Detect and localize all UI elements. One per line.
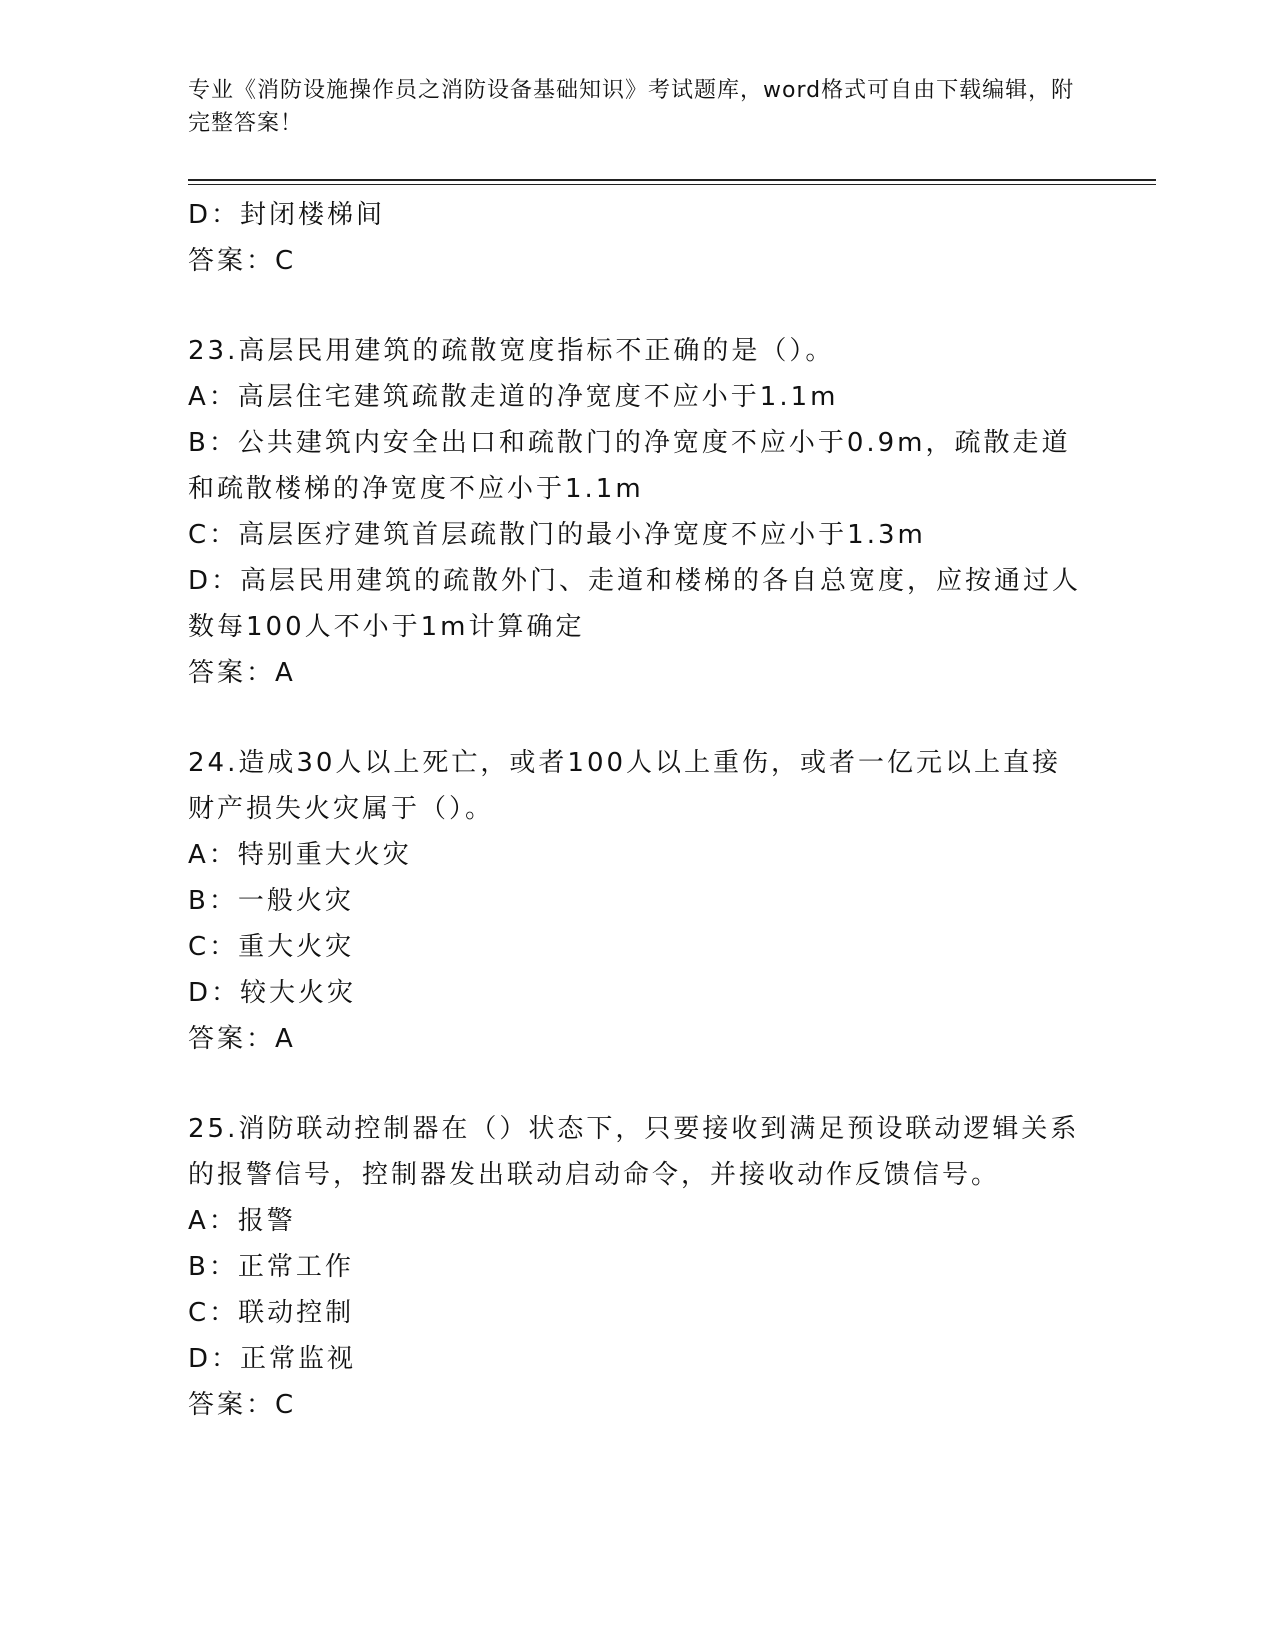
header-divider — [188, 179, 1156, 181]
spacer — [188, 696, 1088, 740]
spacer — [188, 1062, 1088, 1106]
q25-option-b: B：正常工作 — [188, 1252, 354, 1282]
q24-option-c: C：重大火灾 — [188, 932, 355, 962]
q23-option-a: A：高层住宅建筑疏散走道的净宽度不应小于1.1m — [188, 382, 839, 412]
q25-option-d: D：正常监视 — [188, 1344, 357, 1374]
page-header: 专业《消防设施操作员之消防设备基础知识》考试题库，word格式可自由下载编辑，附完整答案！ — [188, 78, 1075, 136]
question-content — [188, 192, 1088, 1428]
prev-answer: 答案：C — [188, 246, 297, 276]
q23-question: 23.高层民用建筑的疏散宽度指标不正确的是（）。 — [188, 336, 835, 366]
q25-question: 25.消防联动控制器在（）状态下，只要接收到满足预设联动逻辑关系的报警信号，控制器发出联动启动命令，并接收动作反馈信号。 — [188, 1114, 1080, 1190]
header-divider-thin — [188, 184, 1156, 185]
q23-option-c: C：高层医疗建筑首层疏散门的最小净宽度不应小于1.3m — [188, 520, 926, 550]
q25-option-c: C：联动控制 — [188, 1298, 355, 1328]
q25-option-a: A：报警 — [188, 1206, 296, 1236]
q24-answer: 答案：A — [188, 1024, 296, 1054]
q23-answer: 答案：A — [188, 658, 296, 688]
q24-option-d: D：较大火灾 — [188, 978, 357, 1008]
prev-option-d: D：封闭楼梯间 — [188, 200, 386, 230]
q25-answer: 答案：C — [188, 1390, 297, 1420]
q24-option-a: A：特别重大火灾 — [188, 840, 412, 870]
q23-option-d: D：高层民用建筑的疏散外门、走道和楼梯的各自总宽度，应按通过人数每100人不小于1m计算确定 — [188, 566, 1082, 642]
q24-question: 24.造成30人以上死亡，或者100人以上重伤，或者一亿元以上直接财产损失火灾属于（）。 — [188, 748, 1062, 824]
spacer — [188, 284, 1088, 328]
q23-option-b: B：公共建筑内安全出口和疏散门的净宽度不应小于0.9m，疏散走道和疏散楼梯的净宽度不应小于1.1m — [188, 428, 1071, 504]
q24-option-b: B：一般火灾 — [188, 886, 354, 916]
